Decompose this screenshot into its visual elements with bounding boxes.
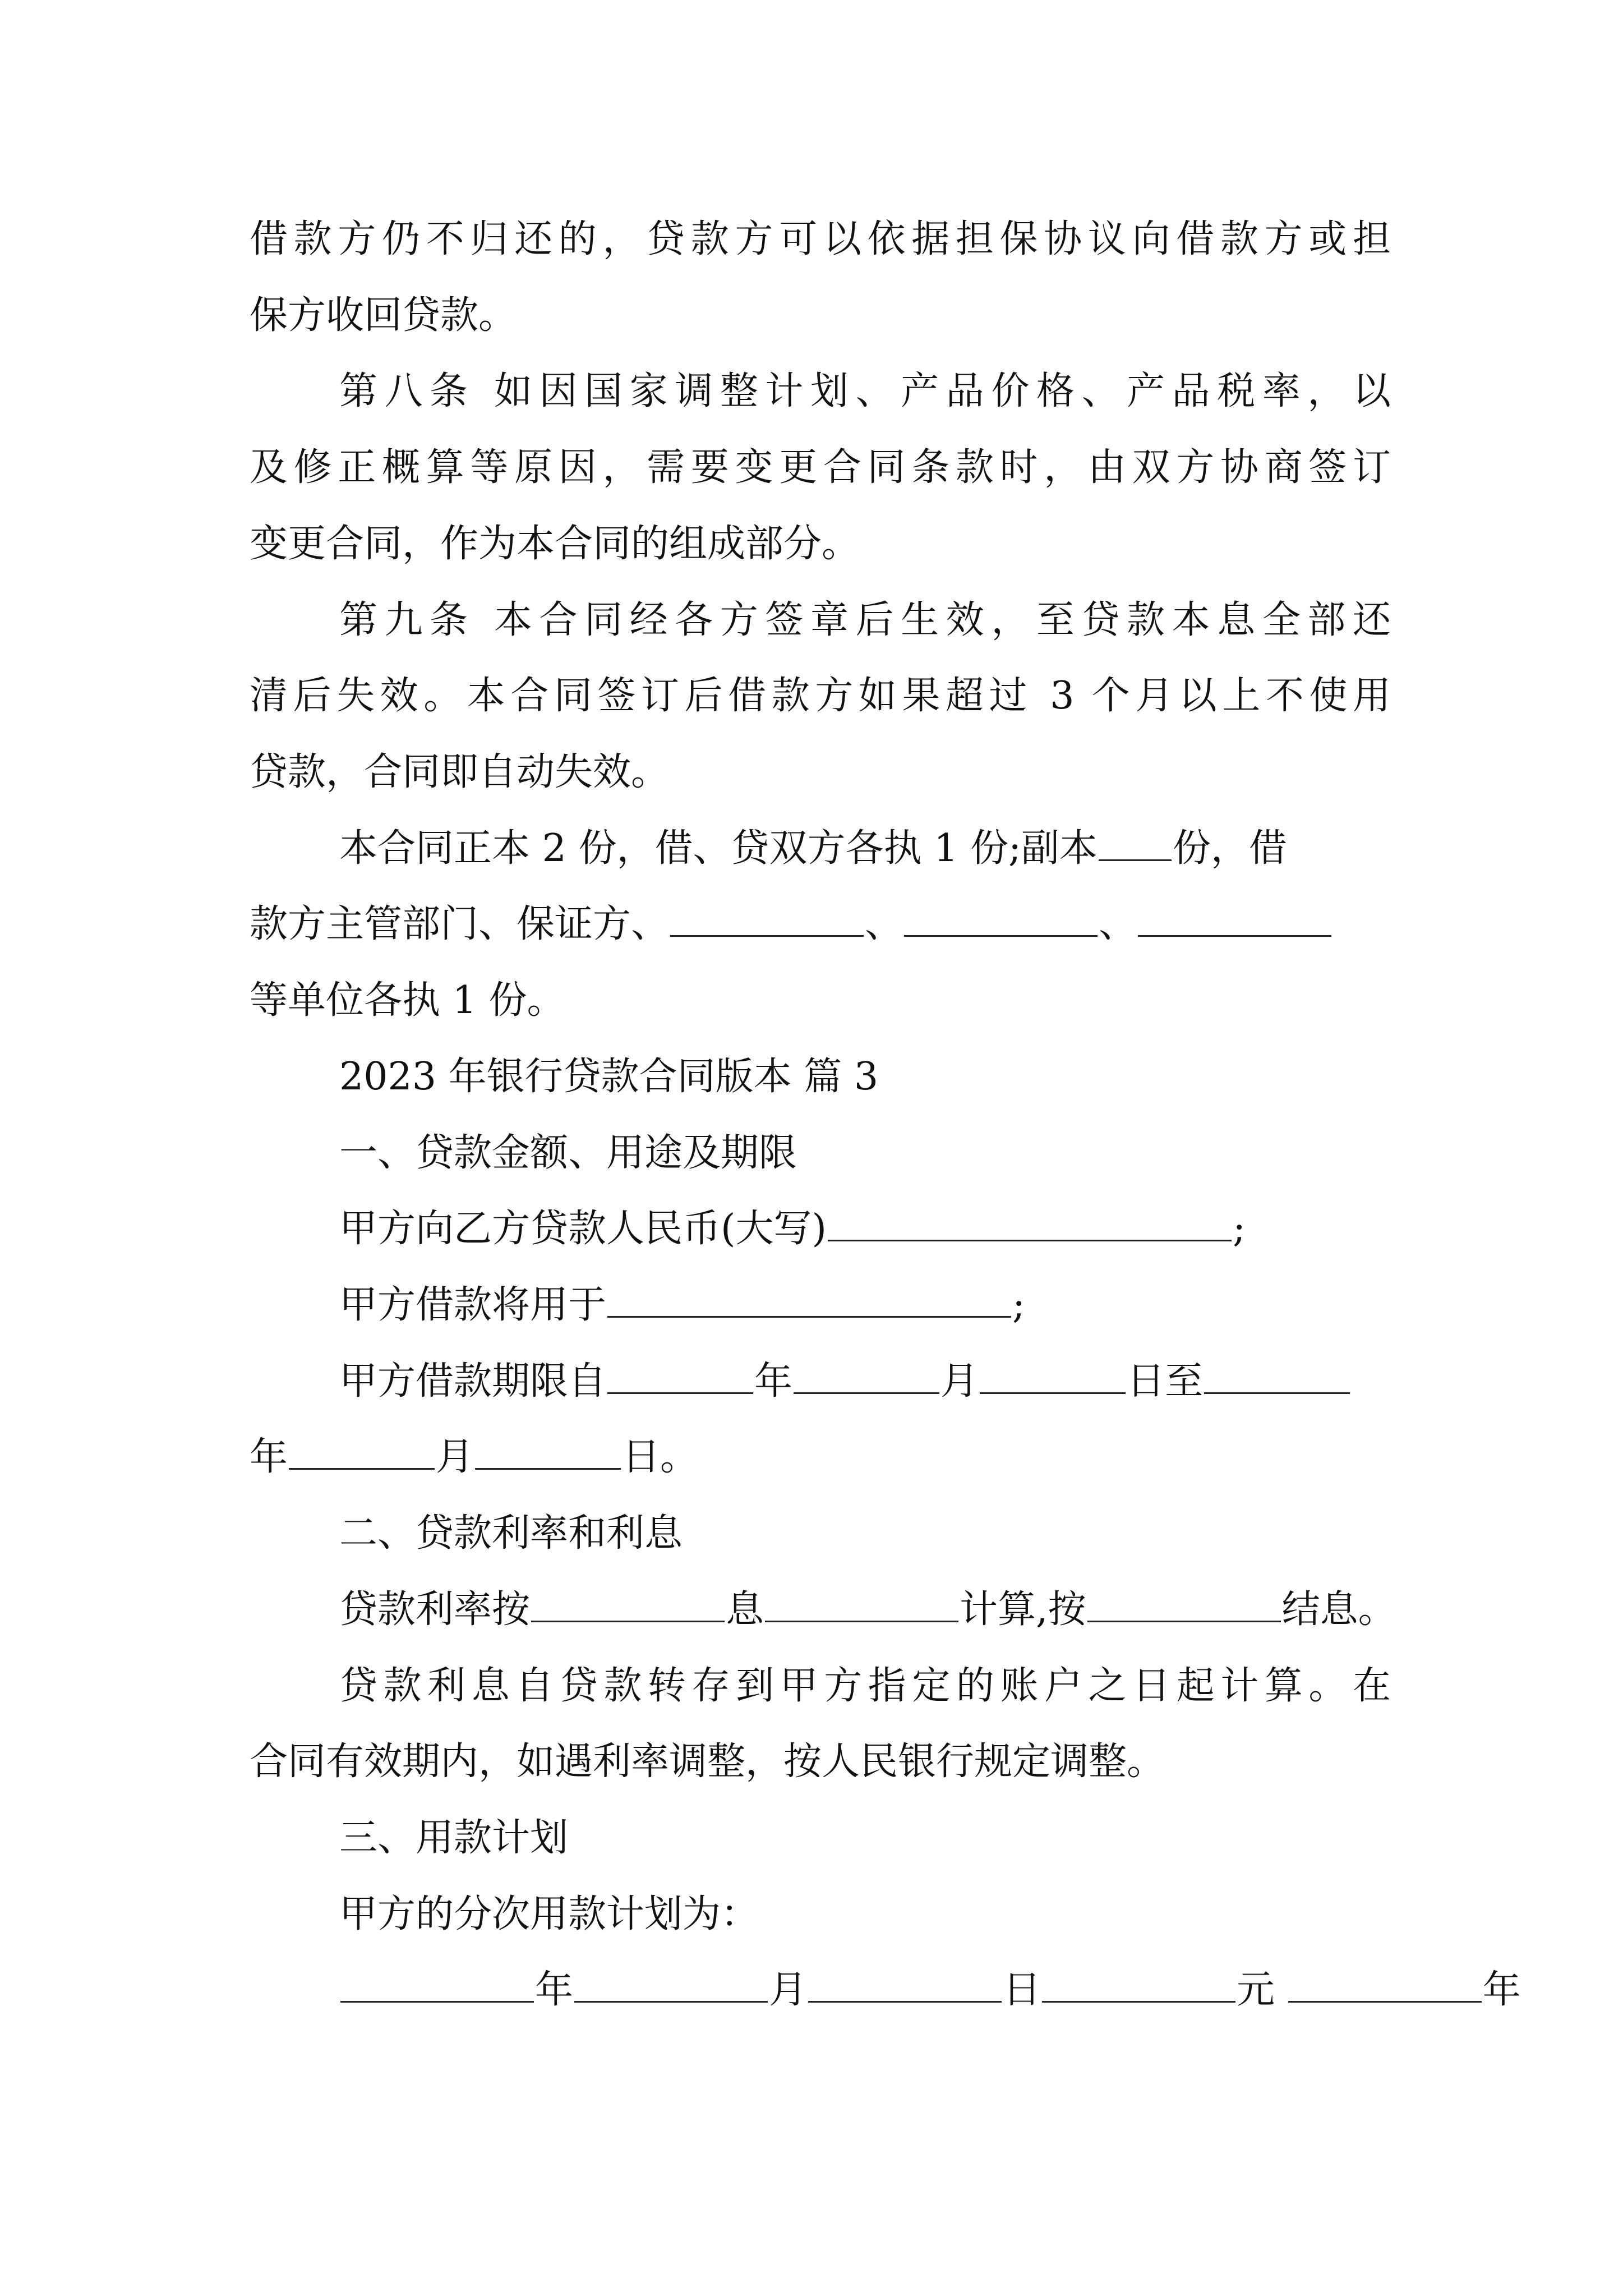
date-unit: 年 xyxy=(250,1435,288,1479)
paragraph-line: 贷款，合同即自动失效。 xyxy=(250,750,670,794)
date-blank xyxy=(1204,1360,1350,1394)
purpose-line xyxy=(339,1280,1391,1331)
punctuation: ; xyxy=(1233,1207,1246,1251)
term-label: 甲方借款期限自 xyxy=(339,1359,607,1404)
plan-line xyxy=(339,1965,1521,2016)
separator: 、 xyxy=(1099,902,1137,946)
rate-blank xyxy=(531,1588,725,1622)
rate-blank xyxy=(765,1588,958,1622)
paragraph-line: 及修正概算等原因，需要变更合同条款时，由双方协商签订 xyxy=(250,445,1391,490)
paragraph-line: 借款方仍不归还的，贷款方可以依据担保协议向借款方或担 xyxy=(250,217,1391,261)
amount-blank xyxy=(828,1207,1232,1241)
date-unit: 年 xyxy=(535,1968,574,2012)
date-unit: 日。 xyxy=(622,1435,699,1479)
paragraph-line: 保方收回贷款。 xyxy=(250,293,517,338)
term-line xyxy=(250,1432,1391,1483)
section-title: 2023 年银行贷款合同版本 篇 3 xyxy=(339,1055,879,1099)
date-blank xyxy=(475,1435,621,1470)
paragraph-line: 清后失效。本合同签订后借款方如果超过 3 个月以上不使用 xyxy=(250,674,1391,718)
article-9-line: 第九条 本合同经各方签章后生效，至贷款本息全部还 xyxy=(339,598,1391,642)
date-unit: 月 xyxy=(769,1968,808,2012)
date-blank xyxy=(289,1435,435,1470)
paragraph-line: 合同有效期内，如遇利率调整，按人民银行规定调整。 xyxy=(250,1740,1165,1784)
paragraph-line: 等单位各执 1 份。 xyxy=(250,978,565,1023)
rate-text: 结息。 xyxy=(1281,1588,1396,1632)
unit-blank xyxy=(1138,903,1331,937)
rate-blank xyxy=(1087,1588,1281,1622)
plan-label: 甲方的分次用款计划为： xyxy=(339,1892,759,1936)
paragraph-line: 变更合同，作为本合同的组成部分。 xyxy=(250,522,860,566)
separator: 、 xyxy=(865,902,903,946)
date-unit: 日 xyxy=(1003,1968,1041,2012)
date-unit: 月 xyxy=(940,1359,979,1404)
term-line xyxy=(339,1356,1391,1407)
copies-line xyxy=(339,823,1391,874)
part-2-heading: 二、贷款利率和利息 xyxy=(339,1511,683,1556)
amount-label: 甲方向乙方贷款人民币(大写) xyxy=(339,1207,827,1251)
rate-text: 息 xyxy=(726,1588,764,1632)
purpose-label: 甲方借款将用于 xyxy=(339,1283,607,1327)
purpose-blank xyxy=(607,1283,1011,1318)
date-unit: 月 xyxy=(436,1435,474,1479)
plan-blank xyxy=(574,1968,768,2003)
rate-text: 计算,按 xyxy=(960,1588,1086,1632)
rate-label: 贷款利率按 xyxy=(339,1588,531,1632)
unit-blank xyxy=(904,903,1098,937)
plan-blank xyxy=(1288,1968,1482,2003)
date-unit: 年 xyxy=(754,1359,793,1404)
copies-line xyxy=(250,899,1391,950)
amount-line xyxy=(339,1204,1391,1254)
copies-text: 份，借 xyxy=(1172,826,1287,871)
part-1-heading: 一、贷款金额、用途及期限 xyxy=(339,1131,797,1175)
currency-unit: 元 xyxy=(1237,1968,1275,2012)
copies-blank xyxy=(1099,827,1172,861)
part-3-heading: 三、用款计划 xyxy=(339,1816,569,1860)
date-blank xyxy=(980,1360,1126,1394)
plan-blank xyxy=(340,1968,534,2003)
unit-blank xyxy=(670,903,864,937)
article-8-line: 第八条 如因国家调整计划、产品价格、产品税率，以 xyxy=(339,369,1391,413)
date-unit: 日至 xyxy=(1127,1359,1204,1404)
copies-text: 本合同正本 2 份，借、贷双方各执 1 份;副本 xyxy=(339,826,1098,871)
copies-text: 款方主管部门、保证方、 xyxy=(250,902,670,946)
plan-blank xyxy=(808,1968,1002,2003)
punctuation: ; xyxy=(1012,1283,1025,1327)
rate-line xyxy=(339,1585,1396,1635)
date-blank xyxy=(794,1360,939,1394)
date-blank xyxy=(607,1360,753,1394)
paragraph-line: 贷款利息自贷款转存到甲方指定的账户之日起计算。在 xyxy=(339,1664,1391,1708)
date-unit: 年 xyxy=(1482,1968,1521,2012)
plan-blank xyxy=(1042,1968,1235,2003)
